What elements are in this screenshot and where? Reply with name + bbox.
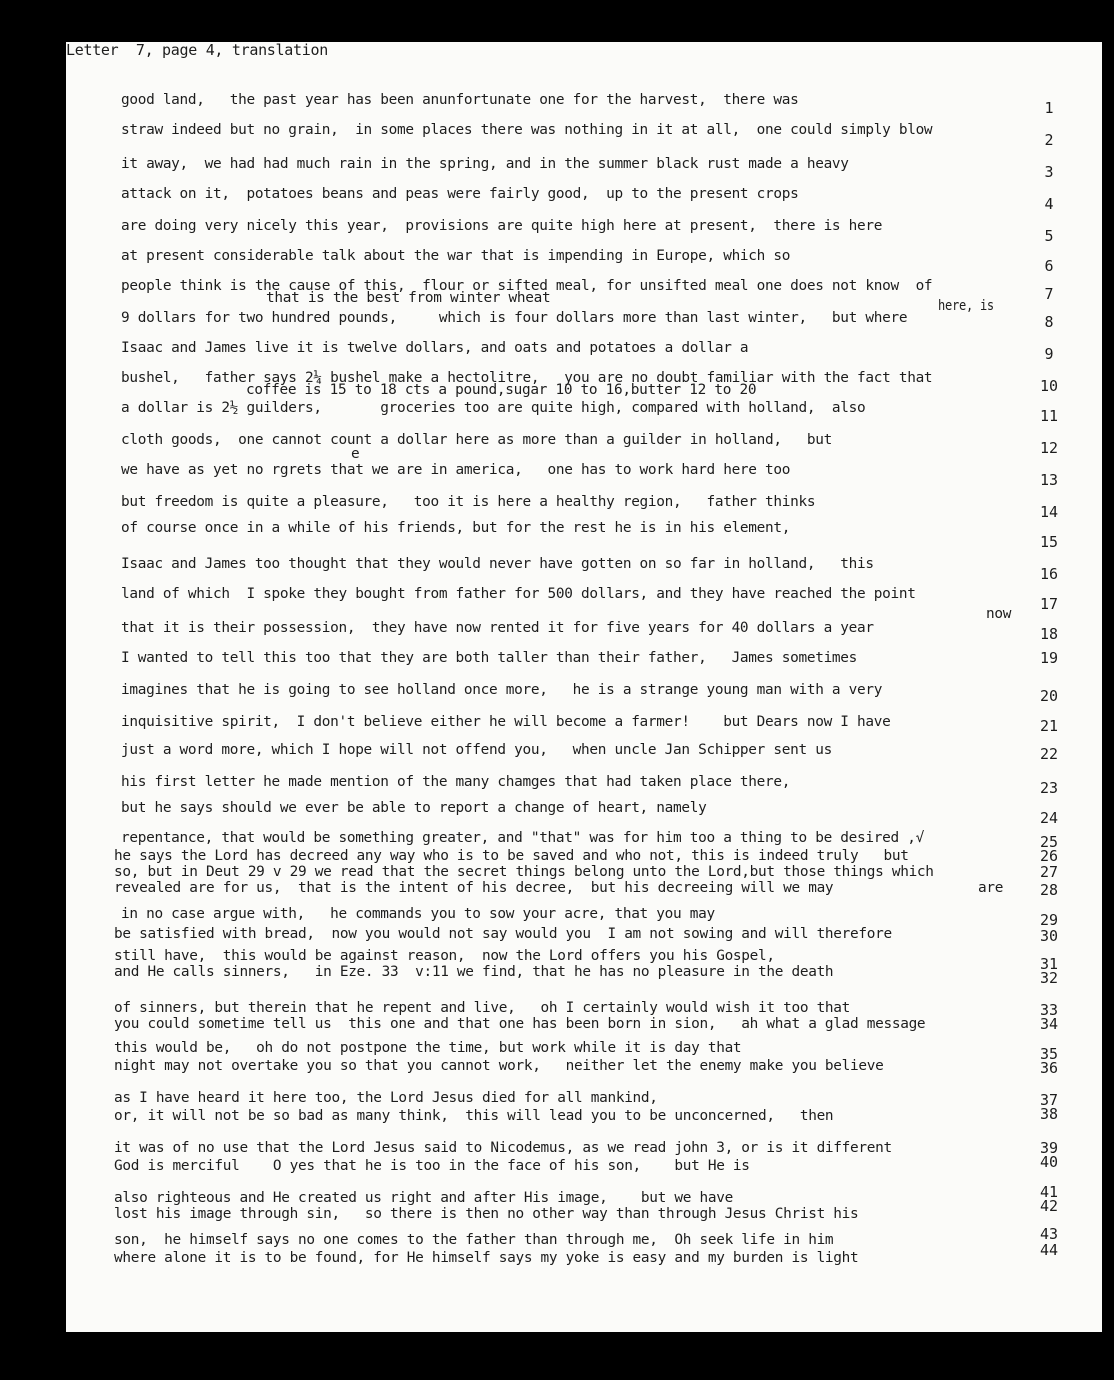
line-number: 1 [1044,99,1054,117]
line-number: 39 [1039,1139,1059,1157]
text-line: coffee is 15 to 18 cts a pound,sugar 10 to 16,butter 12 to 20 [246,382,757,398]
text-line: e [351,446,360,462]
line-number: 12 [1039,439,1059,457]
text-line: Isaac and James too thought that they would never have gotten on so far in holland, this [121,556,874,572]
line-number: 16 [1039,565,1059,583]
line-number: 43 [1039,1225,1059,1243]
line-number: 41 [1039,1183,1059,1201]
text-line: son, he himself says no one comes to the father than through me, Oh seek life in him [114,1232,834,1248]
line-number: 4 [1044,195,1054,213]
line-number: 31 [1039,955,1059,973]
line-number: 7 [1044,285,1054,303]
line-number: 30 [1039,927,1059,945]
line-number: 8 [1044,313,1054,331]
text-line: lost his image through sin, so there is then no other way than through Jesus Christ his [114,1206,859,1222]
text-line: in no case argue with, he commands you to sow your acre, that you may [121,906,715,922]
line-number: 33 [1039,1001,1059,1019]
line-number: 20 [1039,687,1059,705]
text-line: his first letter he made mention of the many chamges that had taken place there, [121,774,791,790]
text-line: are doing very nicely this year, provisions are quite high here at present, there is here [121,218,883,234]
line-number: 17 [1039,595,1059,613]
line-number: 13 [1039,471,1059,489]
line-number: 15 [1039,533,1059,551]
text-line: it away, we had had much rain in the spring, and in the summer black rust made a heavy [121,156,849,172]
text-line: just a word more, which I hope will not offend you, when uncle Jan Schipper sent us [121,742,832,758]
line-number: 36 [1039,1059,1059,1077]
line-number: 25 [1039,833,1059,851]
text-line: here, is [938,298,994,314]
text-line: I wanted to tell this too that they are both taller than their father, James sometimes [121,650,858,666]
line-number: 2 [1044,131,1054,149]
text-line: you could sometime tell us this one and that one has been born in sion, ah what a glad message [114,1016,926,1032]
text-line: land of which I spoke they bought from father for 500 dollars, and they have reached the point [121,586,916,602]
text-line: we have as yet no rgrets that we are in america, one has to work hard here too [121,462,791,478]
line-number: 29 [1039,911,1059,929]
text-line: so, but in Deut 29 v 29 we read that the secret things belong unto the Lord,but those things which [114,864,934,880]
text-line: 9 dollars for two hundred pounds, which is four dollars more than last winter, but where [121,310,908,326]
text-line: attack on it, potatoes beans and peas were fairly good, up to the present crops [121,186,799,202]
line-number: 19 [1039,649,1059,667]
text-line: imagines that he is going to see holland once more, he is a strange young man with a very [121,682,883,698]
line-number: 14 [1039,503,1059,521]
line-number: 10 [1039,377,1059,395]
line-number: 11 [1039,407,1059,425]
line-number: 24 [1039,809,1059,827]
text-line: a dollar is 2½ guilders, groceries too are quite high, compared with holland, also [121,400,866,416]
line-number: 27 [1039,863,1059,881]
line-number: 18 [1039,625,1059,643]
text-line: night may not overtake you so that you cannot work, neither let the enemy make you believe [114,1058,884,1074]
line-number: 22 [1039,745,1059,763]
text-line: revealed are for us, that is the intent of his decree, but his decreeing will we may [114,880,834,896]
line-number: 37 [1039,1091,1059,1109]
line-number: 9 [1044,345,1054,363]
text-line: this would be, oh do not postpone the time, but work while it is day that [114,1040,742,1056]
text-line: and He calls sinners, in Eze. 33 v:11 we find, that he has no pleasure in the death [114,964,834,980]
text-line: but he says should we ever be able to report a change of heart, namely [121,800,707,816]
text-line: still have, this would be against reason, now the Lord offers you his Gospel, [114,948,775,964]
text-line: cloth goods, one cannot count a dollar here as more than a guilder in holland, but [121,432,832,448]
text-line: where alone it is to be found, for He himself says my yoke is easy and my burden is light [114,1250,859,1266]
text-line: he says the Lord has decreed any way who is to be saved and who not, this is indeed truly but [114,848,909,864]
text-line: now [986,606,1012,622]
line-number: 42 [1039,1197,1059,1215]
line-number: 3 [1044,163,1054,181]
line-number: 21 [1039,717,1059,735]
text-line: God is merciful O yes that he is too in the face of his son, but He is [114,1158,750,1174]
text-line: that it is their possession, they have now rented it for five years for 40 dollars a year [121,620,874,636]
text-line: are [978,880,1004,896]
document-page [66,42,1102,1332]
text-line: people think is the cause of this, flour or sifted meal, for unsifted meal one does not know of [121,278,933,294]
text-line: as I have heard it here too, the Lord Jesus died for all mankind, [114,1090,658,1106]
text-line: of course once in a while of his friends, but for the rest he is in his element, [121,520,791,536]
text-line: of sinners, but therein that he repent and live, oh I certainly would wish it too that [114,1000,851,1016]
text-line: but freedom is quite a pleasure, too it is here a healthy region, father thinks [121,494,816,510]
text-line: that is the best from winter wheat [266,290,551,306]
text-line: or, it will not be so bad as many think, this will lead you to be unconcerned, then [114,1108,834,1124]
line-number: 44 [1039,1241,1059,1259]
text-line: be satisfied with bread, now you would not say would you I am not sowing and will therefore [114,926,892,942]
text-line: at present considerable talk about the war that is impending in Europe, which so [121,248,791,264]
text-line: inquisitive spirit, I don't believe either he will become a farmer! but Dears now I have [121,714,891,730]
line-number: 5 [1044,227,1054,245]
page-heading: Letter 7, page 4, translation [66,42,328,59]
text-line: also righteous and He created us right and after His image, but we have [114,1190,733,1206]
line-number: 40 [1039,1153,1059,1171]
line-number: 32 [1039,969,1059,987]
text-line: bushel, father says 2¼ bushel make a hectolitre, you are no doubt familiar with the fact that [121,370,933,386]
line-number: 28 [1039,881,1059,899]
line-number: 35 [1039,1045,1059,1063]
line-number: 23 [1039,779,1059,797]
line-number: 26 [1039,847,1059,865]
line-number: 6 [1044,257,1054,275]
line-number: 34 [1039,1015,1059,1033]
text-line: straw indeed but no grain, in some places there was nothing in it at all, one could simply blow [121,122,933,138]
line-number: 38 [1039,1105,1059,1123]
text-line: it was of no use that the Lord Jesus said to Nicodemus, as we read john 3, or is it different [114,1140,892,1156]
text-line: repentance, that would be something greater, and "that" was for him too a thing to be desired ,√ [121,830,924,846]
text-line: good land, the past year has been anunfortunate one for the harvest, there was [121,92,799,108]
text-line: Isaac and James live it is twelve dollars, and oats and potatoes a dollar a [121,340,749,356]
